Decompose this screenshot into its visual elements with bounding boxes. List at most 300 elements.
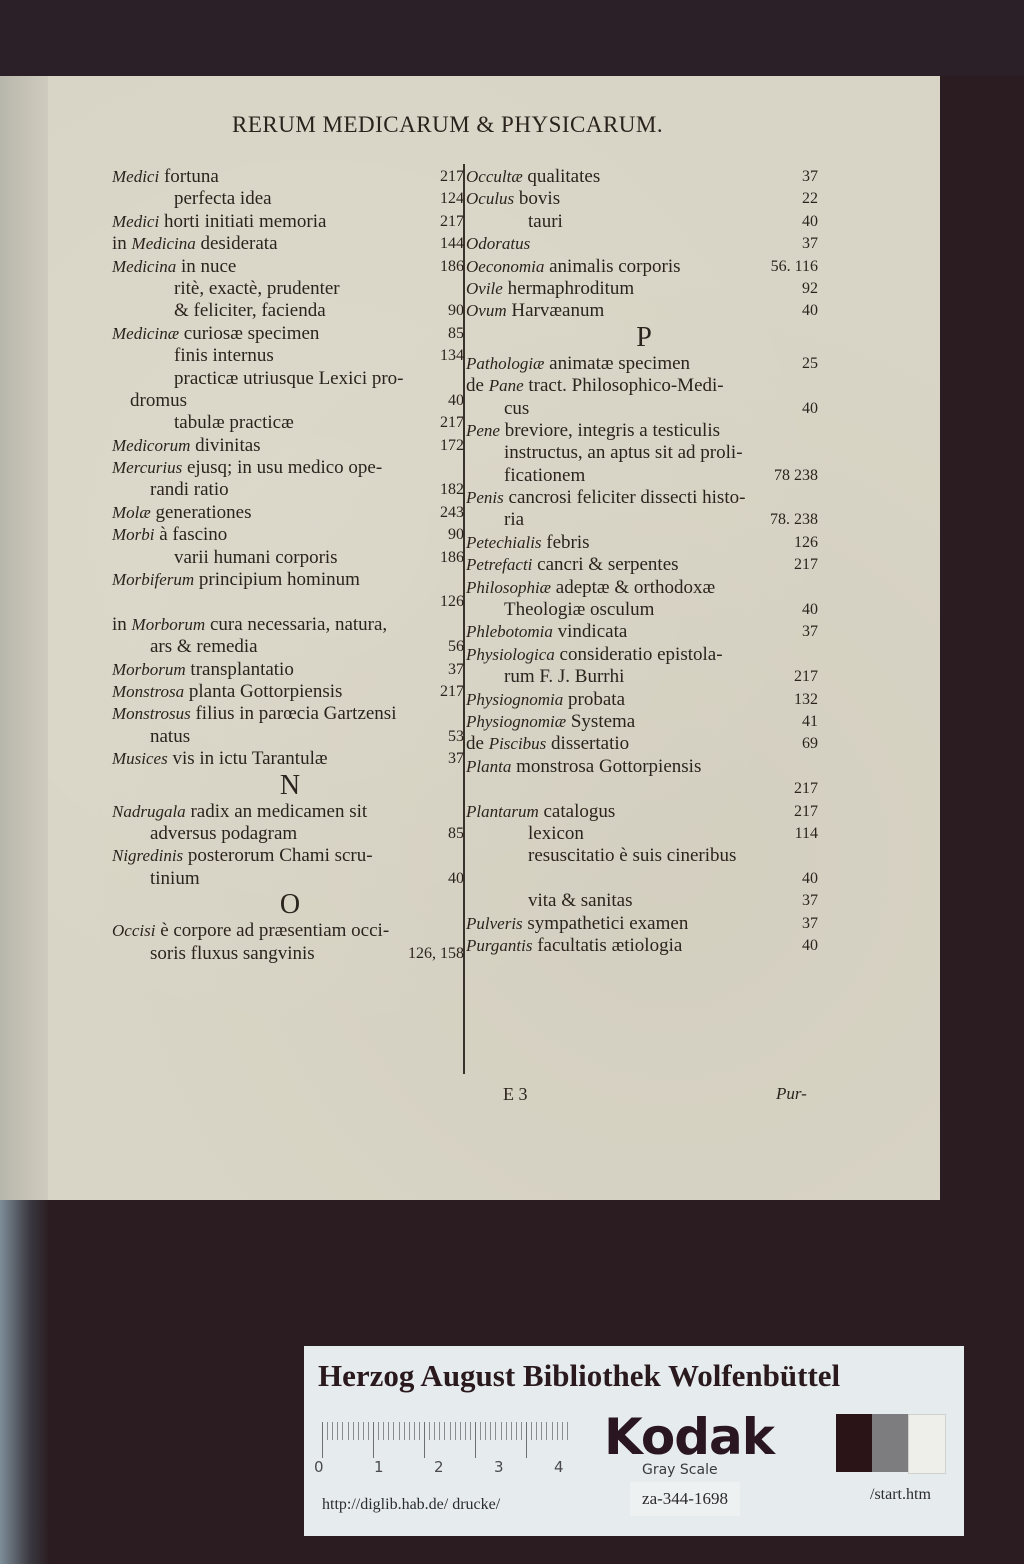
entry-text [112,614,387,636]
ruler-tick [393,1422,394,1440]
entry-text [466,166,600,188]
entry-keyword: Pane [488,376,524,396]
index-entry [466,621,822,643]
entry-description: cus [504,397,530,419]
index-entry [466,353,822,375]
entry-description: vis in ictu Tarantulæ [167,748,328,770]
index-entry [466,398,822,420]
catchword: Pur- [776,1084,807,1103]
entry-text [112,748,328,770]
index-entry [466,554,822,576]
entry-text [174,368,404,390]
index-entry [112,703,468,725]
ruler-tick [506,1422,507,1440]
ruler-tick [322,1422,323,1458]
index-entry [466,935,822,957]
page-reference: 132 [794,690,818,708]
entry-text [112,659,294,681]
entry-text [112,457,382,479]
entry-description: varii humani corporis [174,546,338,568]
entry-text [466,935,682,957]
entry-description: generationes [150,501,252,523]
entry-keyword: Monstrosa [112,681,185,701]
index-entry [112,479,468,501]
ruler-tick [434,1422,435,1440]
ruler-tick [490,1422,491,1440]
entry-description: febris [541,531,590,553]
entry-text [112,323,319,345]
ruler-tick [373,1422,374,1458]
entry-keyword: Physiologica [466,644,555,664]
index-entry [112,845,468,867]
page-reference: 186 [440,548,464,566]
entry-text [466,621,627,643]
entry-keyword: Purgantis [466,935,533,955]
ruler-tick [327,1422,328,1440]
entry-text [112,435,261,457]
page-reference: 90 [448,526,464,544]
entry-text [466,756,701,778]
ruler-tick [378,1422,379,1440]
ruler-tick [485,1422,486,1440]
page-reference: 217 [794,780,818,798]
ruler-tick [444,1422,445,1440]
page-reference: 217 [794,668,818,686]
entry-keyword: Ovile [466,278,503,298]
index-entry [466,233,822,255]
url-right: /start.htm [870,1486,931,1503]
entry-description: in nuce [176,255,237,277]
entry-text [528,845,736,867]
entry-description: hermaphroditum [502,277,635,299]
entry-description: natus [150,725,191,747]
entry-description: tract. Philosophico-Medi- [523,375,724,397]
page-reference: 40 [802,936,818,954]
entry-description: tinium [150,867,200,889]
entry-keyword: Medici [112,167,160,186]
entry-keyword: Nigredinis [112,846,184,866]
page-reference: 37 [448,660,464,678]
entry-description: catalogus [538,800,616,822]
page-reference: 144 [440,235,464,253]
entry-description: ritè, exactè, prudenter [174,277,340,299]
index-entry [466,211,822,233]
entry-keyword: Penis [466,488,504,508]
entry-description: divinitas [190,434,261,456]
entry-keyword: Plantarum [466,801,539,821]
entry-text [130,390,187,412]
entry-description: vita & sanitas [528,890,633,912]
entry-keyword: Ovum [466,301,507,321]
ruler-tick [414,1422,415,1440]
index-entry [112,801,468,823]
entry-text [112,502,252,524]
index-entry [112,726,468,748]
ruler-tick [557,1422,558,1440]
entry-description: & feliciter, facienda [174,300,326,322]
entry-keyword: Oculus [466,189,515,209]
entry-description: horti initiati memoria [159,210,327,232]
entry-keyword: Petechialis [466,532,542,552]
index-entry [466,756,822,778]
index-entry [466,644,822,666]
entry-description: adversus podagram [150,822,298,844]
ruler-tick [429,1422,430,1440]
entry-text [466,233,530,255]
index-entry [112,233,468,255]
entry-description: lexicon [528,822,584,844]
ruler-tick [480,1422,481,1440]
ruler-tick [363,1422,364,1440]
index-entry [112,569,468,591]
page-reference: 114 [794,824,818,842]
ruler-tick [409,1422,410,1440]
entry-text [112,211,326,233]
entry-text [150,636,258,658]
ruler-tick [475,1422,476,1458]
entry-text [112,920,389,942]
entry-prefix: in [112,613,132,635]
page-reference: 40 [802,601,818,619]
entry-description: perfecta idea [174,188,272,210]
entry-text [504,398,529,420]
page-reference: 134 [440,347,464,365]
section-letter: O [279,889,301,921]
ruler-label: 3 [494,1458,504,1476]
page-reference: 217 [440,682,464,700]
page-reference: 217 [440,414,464,432]
entry-keyword: Musices [112,749,168,769]
entry-description: ars & remedia [150,636,258,658]
entry-keyword: Mercurius [112,458,183,478]
index-entry [112,457,468,479]
index-entry [466,487,822,509]
entry-text [112,524,227,546]
entry-keyword: Occultæ [466,167,523,186]
ruler-tick [546,1422,547,1440]
entry-keyword: Medicorum [112,435,191,455]
ruler-tick [439,1422,440,1440]
index-entry [466,300,822,322]
index-entry [466,166,822,188]
entry-description: randi ratio [150,479,229,501]
ruler-tick [470,1422,471,1440]
entry-text [466,577,715,599]
entry-description: resuscitatio è suis cineribus [528,845,737,867]
page-reference: 217 [794,802,818,820]
page-reference: 56. 116 [770,257,818,275]
page-reference: 124 [440,190,464,208]
entry-description: Harvæanum [506,300,605,322]
entry-text [174,547,338,569]
entry-text [112,703,396,725]
page-reference: 217 [440,168,464,185]
page-reference: 40 [448,391,464,409]
ruler-tick [460,1422,461,1440]
entry-description: è corpore ad præsentiam occi- [155,920,390,942]
ruler-tick [353,1422,354,1440]
index-entry [466,532,822,554]
entry-description: Theologiæ osculum [504,599,655,621]
ruler-tick [332,1422,333,1440]
entry-keyword: Medicina [112,256,177,276]
index-entry [112,614,468,636]
entry-keyword: Physiognomia [466,689,564,709]
entry-text [112,166,219,188]
entry-text [466,554,679,576]
ruler-tick [567,1422,568,1440]
color-calibration-card [304,1346,964,1536]
entry-text [466,532,590,554]
index-entry [112,256,468,278]
page-reference: 37 [802,235,818,253]
entry-text [466,913,688,935]
index-entry [466,823,822,845]
entry-description: tauri [528,210,563,232]
entry-description: radix an medicamen sit [185,800,368,822]
entry-text [466,644,723,666]
index-entry [466,420,822,442]
entry-text [528,823,584,845]
ruler-tick [358,1422,359,1440]
index-entry [466,465,822,487]
entry-description: animatæ specimen [544,352,691,374]
entry-description: practicæ utriusque Lexici pro- [174,367,404,389]
entry-keyword: Morbiferum [112,570,195,590]
entry-description: soris fluxus sangvinis [150,942,315,964]
entry-description: cura necessaria, natura, [205,613,388,635]
entry-keyword: Planta [466,756,512,776]
entry-keyword: Oeconomia [466,256,545,276]
page-reference: 217 [794,556,818,574]
ruler-tick [536,1422,537,1440]
entry-description: cancri & serpentes [532,554,679,576]
entry-description: desiderata [195,233,278,255]
page-reference: 69 [802,735,818,753]
entry-text [112,233,278,255]
entry-description: finis internus [174,345,274,367]
page-reference: 53 [448,727,464,745]
index-entry [112,412,468,434]
entry-text [112,256,236,278]
index-entry [112,188,468,210]
kodak-logo: Kodak [604,1408,774,1466]
shelfmark-id: za-344-1698 [630,1482,740,1516]
index-entry [112,390,468,412]
page-reference: 217 [440,212,464,230]
page-reference: 126 [440,593,464,611]
index-entry [466,577,822,599]
ruler-label: 0 [314,1458,324,1476]
index-entry [112,823,468,845]
entry-keyword: Medicina [131,234,196,254]
entry-text [466,733,629,755]
index-entry [112,435,468,457]
ruler-tick [388,1422,389,1440]
index-entry [112,868,468,890]
ruler-tick [342,1422,343,1440]
entry-keyword: Phlebotomia [466,622,553,642]
page-reference: 37 [448,750,464,768]
entry-description: à fascino [154,524,228,546]
index-entry [112,211,468,233]
entry-description: fortuna [159,166,219,187]
index-entry [466,689,822,711]
page-reference: 243 [440,503,464,521]
index-entry [112,524,468,546]
entry-description: Systema [566,710,636,732]
entry-description: filius in parœcia Gartzensi [190,703,397,725]
entry-text [466,420,720,442]
index-entry [112,547,468,569]
page-reference: 37 [802,914,818,932]
entry-text [466,256,681,278]
entry-prefix: in [112,233,132,255]
entry-description: facultatis ætiologia [532,934,683,956]
left-bottom-backdrop [0,1200,50,1564]
ruler-tick [450,1422,451,1440]
index-entry [466,913,822,935]
entry-description: sympathetici examen [522,912,689,934]
entry-text [174,278,340,300]
index-entry [466,188,822,210]
index-entry [466,778,822,800]
entry-text [466,300,604,322]
entry-description: rum F. J. Burrhi [504,666,625,688]
section-letter: P [636,321,652,353]
entry-keyword: Molæ [112,502,151,522]
entry-keyword: Piscibus [488,734,547,754]
entry-description: principium hominum [194,569,360,591]
entry-keyword: Petrefacti [466,555,533,575]
ruler-tick [419,1422,420,1440]
ruler-tick [516,1422,517,1440]
index-entry [112,591,468,613]
entry-description: posterorum Chami scru- [183,845,373,867]
entry-text [150,726,190,748]
page-reference: 40 [802,399,818,417]
entry-text [504,666,624,688]
entry-keyword: Morborum [112,659,186,679]
page-reference: 78. 238 [770,511,818,529]
signature-mark: E 3 [503,1084,528,1104]
ruler-tick [526,1422,527,1458]
ruler-tick [501,1422,502,1440]
page-reference: 40 [448,869,464,887]
book-page [48,76,940,1200]
entry-keyword: Monstrosus [112,704,191,724]
ruler-tick [348,1422,349,1440]
entry-text [150,479,229,501]
entry-text [528,211,563,233]
entry-keyword: Pene [466,420,500,440]
entry-text [112,845,373,867]
entry-description: monstrosa Gottorpiensis [511,755,702,777]
swatch-black [836,1414,872,1472]
entry-text [150,823,297,845]
entry-text [466,375,724,397]
page-reference: 85 [448,324,464,342]
page-reference: 40 [802,212,818,230]
index-entry [112,166,468,188]
entry-description: bovis [514,188,561,210]
entry-keyword: Physiognomiæ [466,711,567,731]
ruler-label: 4 [554,1458,564,1476]
page-reference: 85 [448,824,464,842]
entry-text [174,188,272,210]
index-entry [466,256,822,278]
entry-description: consideratio epistola- [554,643,723,665]
ruler-tick [562,1422,563,1440]
entry-description: qualitates [522,166,601,187]
entry-text [150,943,315,965]
section-letter: N [279,769,301,801]
entry-text [150,868,200,890]
entry-text [504,465,585,487]
index-entry [112,748,468,770]
entry-description: breviore, integris a testiculis [499,419,721,441]
entry-prefix: de [466,375,489,397]
ruler-label: 1 [374,1458,384,1476]
entry-keyword: Odoratus [466,234,531,254]
index-entry [466,711,822,733]
index-entry [112,502,468,524]
index-entry [112,681,468,703]
index-entry [466,278,822,300]
entry-description: probata [563,688,626,710]
index-entry [466,599,822,621]
ruler-tick [531,1422,532,1440]
index-entry [466,733,822,755]
entry-description: planta Gottorpiensis [184,680,343,702]
entry-description: curiosæ specimen [179,322,320,344]
ruler-tick [495,1422,496,1440]
entry-text [504,509,524,531]
running-head: RERUM MEDICARUM & PHYSICARUM. [232,112,664,137]
index-entry [112,659,468,681]
entry-description: ficationem [504,464,586,486]
swatch-gray [872,1414,908,1472]
page-reference: 90 [448,302,464,320]
ruler-tick [368,1422,369,1440]
library-name: Herzog August Bibliothek Wolfenbüttel [318,1358,841,1393]
index-entry [112,345,468,367]
swatch-white [908,1414,946,1474]
page-reference: 40 [802,302,818,320]
ruler-tick [465,1422,466,1440]
entry-text [528,890,632,912]
entry-keyword: Philosophiæ [466,577,552,597]
entry-keyword: Medici [112,211,160,231]
ruler-tick [541,1422,542,1440]
entry-text [504,442,743,464]
page-reference: 37 [802,168,818,185]
ruler-tick [383,1422,384,1440]
page-reference: 37 [802,892,818,910]
entry-keyword: Morborum [131,614,206,634]
entry-text [466,353,690,375]
index-entry [112,300,468,322]
index-entry [466,509,822,531]
entry-text [174,345,274,367]
index-entry [466,801,822,823]
entry-keyword: Occisi [112,921,156,941]
page-reference: 25 [802,354,818,372]
top-backdrop [0,0,1024,76]
page-reference: 40 [802,869,818,887]
index-entry [112,920,468,942]
entry-description: tabulæ practicæ [174,412,294,434]
